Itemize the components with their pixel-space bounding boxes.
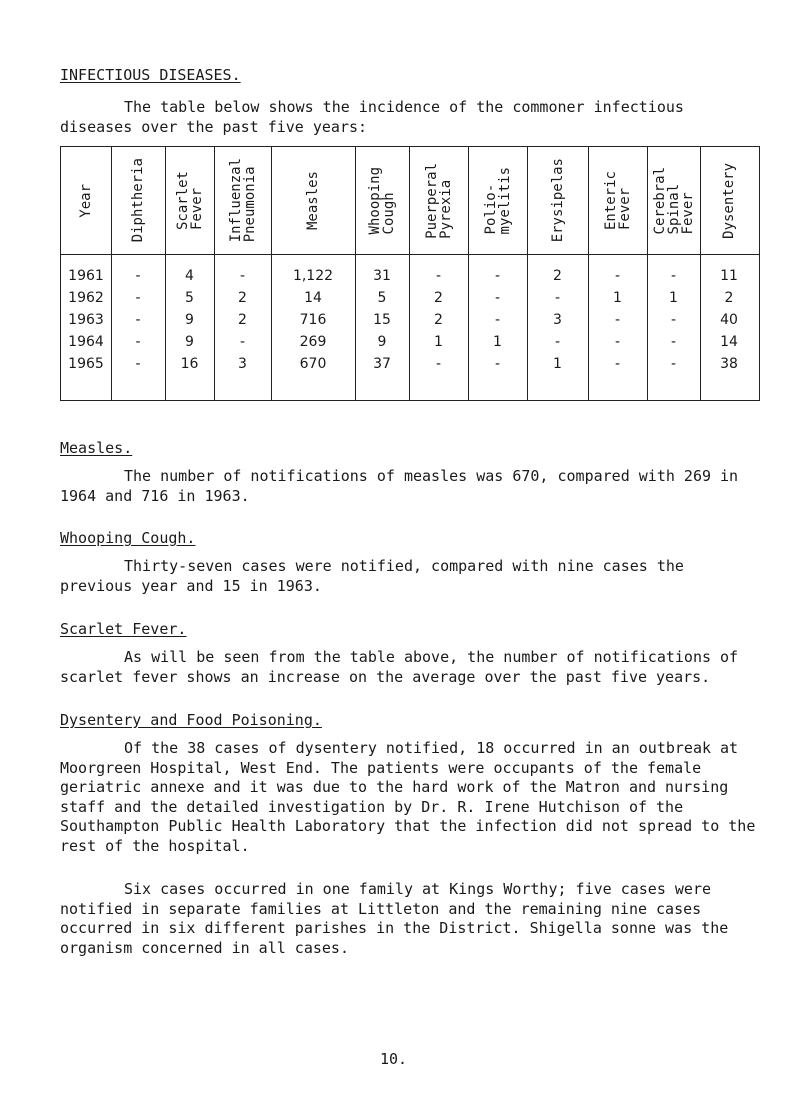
cell-whooping-cough: 9 bbox=[377, 334, 387, 350]
header-erysipelas bbox=[527, 147, 588, 254]
section-title: INFECTIOUS DISEASES. bbox=[60, 66, 241, 84]
header-whooping-cough bbox=[355, 147, 409, 254]
cell-cerebral-spinal-fever: - bbox=[670, 334, 677, 350]
header-cerebral-spinal-fever bbox=[647, 147, 700, 254]
header-label: Measles bbox=[305, 170, 321, 230]
header-label: Dysentery bbox=[721, 162, 737, 239]
measles-heading: Measles. bbox=[60, 439, 133, 457]
header-label: Cerebral Spinal Fever bbox=[651, 166, 696, 235]
header-label: Whooping Cough bbox=[367, 166, 397, 235]
header-poliomyelitis bbox=[468, 147, 527, 254]
cell-influenzal-pneumonia: 2 bbox=[238, 290, 247, 306]
header-label: Erysipelas bbox=[549, 158, 566, 243]
cell-scarlet-fever: 9 bbox=[185, 334, 194, 350]
cell-poliomyelitis: - bbox=[494, 290, 501, 306]
row-year-cell: 1961 bbox=[68, 268, 104, 284]
intro-text: The table below shows the incidence of the commoner infectious diseases over the past five years: bbox=[60, 98, 684, 136]
infectious-diseases-table bbox=[60, 146, 760, 401]
header-label: Enteric Fever bbox=[602, 170, 633, 230]
header-dysentery bbox=[700, 147, 758, 254]
cell-dysentery: 2 bbox=[724, 290, 734, 306]
header-label: Influenzal Pneumonia bbox=[227, 158, 258, 243]
cell-dysentery: 11 bbox=[720, 268, 738, 284]
cell-dysentery: 38 bbox=[720, 356, 738, 372]
cell-influenzal-pneumonia: 2 bbox=[238, 312, 247, 328]
cell-measles: 1,122 bbox=[292, 268, 334, 284]
cell-dysentery: 40 bbox=[720, 312, 738, 328]
cell-cerebral-spinal-fever: - bbox=[670, 268, 677, 284]
cell-erysipelas: - bbox=[554, 290, 561, 306]
header-diphtheria bbox=[111, 147, 165, 254]
cell-puerperal-pyrexia: - bbox=[435, 356, 442, 372]
cell-whooping-cough: 37 bbox=[373, 356, 391, 372]
cell-diphtheria: - bbox=[135, 290, 141, 306]
cell-whooping-cough: 15 bbox=[373, 312, 391, 328]
row-year-cell: 1965 bbox=[68, 356, 104, 372]
header-year bbox=[61, 147, 111, 254]
cell-poliomyelitis: 1 bbox=[493, 334, 502, 350]
cell-whooping-cough: 5 bbox=[377, 290, 387, 306]
cell-poliomyelitis: - bbox=[494, 268, 501, 284]
cell-puerperal-pyrexia: 2 bbox=[434, 312, 443, 328]
cell-cerebral-spinal-fever: - bbox=[670, 356, 677, 372]
cell-enteric-fever: - bbox=[614, 312, 621, 328]
whooping-cough-paragraph: Thirty-seven cases were notified, compared with nine cases the previous year and 15 in 1963. bbox=[60, 557, 684, 595]
cell-puerperal-pyrexia: 1 bbox=[434, 334, 443, 350]
header-label: Polio- myelitis bbox=[482, 166, 513, 235]
header-scarlet-fever bbox=[165, 147, 214, 254]
measles-paragraph: The number of notifications of measles was 670, compared with 269 in 1964 and 716 in 1963. bbox=[60, 467, 739, 505]
dysentery-heading: Dysentery and Food Poisoning. bbox=[60, 711, 322, 729]
cell-poliomyelitis: - bbox=[494, 312, 501, 328]
cell-scarlet-fever: 4 bbox=[185, 268, 194, 284]
header-label: Scarlet Fever bbox=[174, 170, 205, 230]
cell-puerperal-pyrexia: - bbox=[435, 268, 442, 284]
header-measles bbox=[271, 147, 355, 254]
row-year-cell: 1963 bbox=[68, 312, 104, 328]
cell-erysipelas: 1 bbox=[553, 356, 562, 372]
cell-poliomyelitis: - bbox=[494, 356, 501, 372]
cell-influenzal-pneumonia: - bbox=[239, 268, 246, 284]
cell-measles: 14 bbox=[304, 290, 322, 306]
cell-scarlet-fever: 16 bbox=[180, 356, 199, 372]
whooping-cough-heading: Whooping Cough. bbox=[60, 529, 196, 547]
cell-influenzal-pneumonia: 3 bbox=[238, 356, 247, 372]
cell-diphtheria: - bbox=[135, 312, 141, 328]
header-label: Diphtheria bbox=[130, 158, 146, 243]
dysentery-paragraph-2: Six cases occurred in one family at Kings Worthy; five cases were notified in separate families at Littleton and the remaining nine cases occurred in six different parishes in the District. Shigella sonne was the organism concerned in all cases. bbox=[60, 880, 729, 957]
cell-diphtheria: - bbox=[135, 356, 141, 372]
cell-puerperal-pyrexia: 2 bbox=[434, 290, 443, 306]
cell-influenzal-pneumonia: - bbox=[239, 334, 246, 350]
scarlet-fever-paragraph: As will be seen from the table above, the number of notifications of scarlet fever shows an increase on the average over the past five years. bbox=[60, 648, 739, 686]
cell-enteric-fever: 1 bbox=[613, 290, 622, 306]
cell-enteric-fever: - bbox=[614, 268, 621, 284]
cell-erysipelas: - bbox=[554, 334, 561, 350]
cell-cerebral-spinal-fever: - bbox=[670, 312, 677, 328]
cell-diphtheria: - bbox=[135, 334, 141, 350]
cell-enteric-fever: - bbox=[614, 334, 621, 350]
cell-measles: 716 bbox=[299, 312, 327, 328]
cell-measles: 269 bbox=[299, 334, 327, 350]
cell-erysipelas: 3 bbox=[553, 312, 562, 328]
cell-diphtheria: - bbox=[135, 268, 141, 284]
header-enteric-fever bbox=[588, 147, 647, 254]
cell-dysentery: 14 bbox=[720, 334, 738, 350]
header-label: Year bbox=[78, 183, 94, 218]
header-label: Puerperal Pyrexia bbox=[423, 162, 454, 239]
row-year-cell: 1962 bbox=[68, 290, 104, 306]
cell-measles: 670 bbox=[299, 356, 327, 372]
page-number: 10. bbox=[380, 1050, 408, 1068]
cell-scarlet-fever: 9 bbox=[185, 312, 194, 328]
cell-cerebral-spinal-fever: 1 bbox=[669, 290, 678, 306]
row-year-cell: 1964 bbox=[68, 334, 104, 350]
scarlet-fever-heading: Scarlet Fever. bbox=[60, 620, 187, 638]
header-puerperal-pyrexia bbox=[409, 147, 468, 254]
cell-whooping-cough: 31 bbox=[373, 268, 391, 284]
cell-erysipelas: 2 bbox=[553, 268, 562, 284]
dysentery-paragraph-1: Of the 38 cases of dysentery notified, 18 occurred in an outbreak at Moorgreen Hospital, West End. The patients were occupants of the female geriatric annexe and it was due to the hard work of the Matron and nursing staff and the detailed investigation by Dr. R. Irene Hutchison of the Southampton Public Health Laboratory that the infection did not spread to the rest of the hospital. bbox=[60, 739, 756, 855]
header-influenzal-pneumonia bbox=[214, 147, 271, 254]
cell-scarlet-fever: 5 bbox=[185, 290, 194, 306]
cell-enteric-fever: - bbox=[614, 356, 621, 372]
